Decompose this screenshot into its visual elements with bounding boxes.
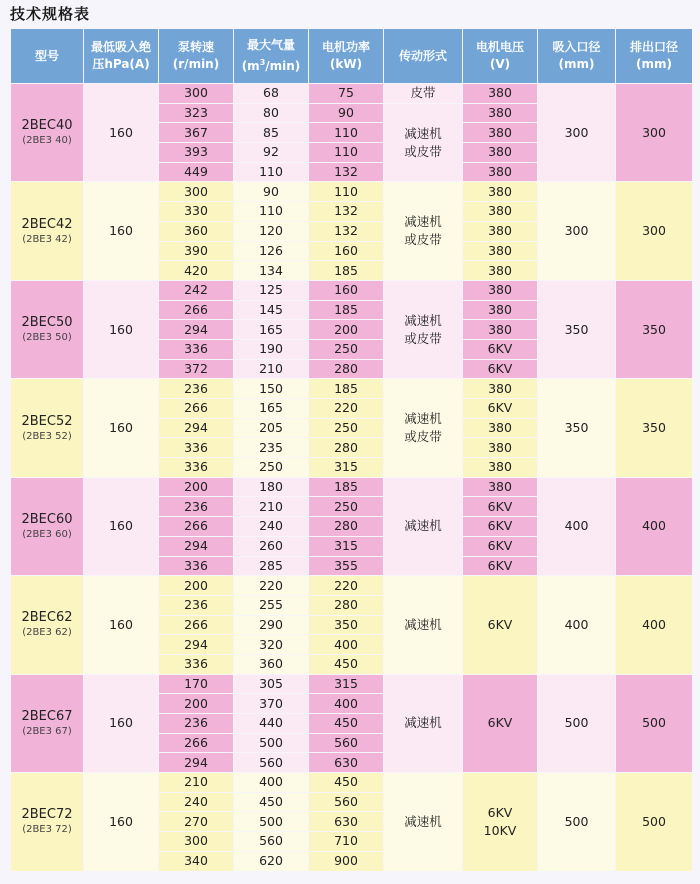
power-cell: 110 (309, 143, 384, 163)
speed-cell: 323 (159, 103, 234, 123)
outlet-cell: 350 (616, 280, 693, 378)
model-name: 2BEC52 (21, 413, 73, 429)
transmission-cell: 减速机 (384, 477, 463, 575)
spec-body (11, 84, 693, 872)
model-name: 2BEC72 (21, 807, 73, 823)
speed-cell: 294 (159, 635, 234, 655)
power-cell: 450 (309, 654, 384, 674)
page-title: 技术规格表 (10, 5, 91, 23)
flow-cell: 305 (234, 674, 309, 694)
power-cell: 450 (309, 714, 384, 734)
speed-cell: 294 (159, 320, 234, 340)
outlet-cell: 300 (616, 182, 693, 280)
flow-cell: 90 (234, 182, 309, 202)
header-power: 电机功率 (kW) (309, 29, 384, 84)
flow-cell: 290 (234, 615, 309, 635)
flow-cell: 360 (234, 654, 309, 674)
flow-cell: 500 (234, 812, 309, 832)
speed-cell: 294 (159, 536, 234, 556)
voltage-cell: 380 (463, 320, 538, 340)
header-flow: 最大气量 $(m^3/\min)$ (234, 29, 309, 84)
flow-cell: 126 (234, 241, 309, 261)
speed-cell: 200 (159, 477, 234, 497)
power-cell: 450 (309, 773, 384, 793)
power-cell: 400 (309, 694, 384, 714)
transmission-cell: 减速机 或皮带 (384, 280, 463, 378)
speed-cell: 330 (159, 202, 234, 222)
flow-cell: 370 (234, 694, 309, 714)
power-cell: 560 (309, 733, 384, 753)
inlet-cell: 500 (538, 773, 616, 871)
power-cell: 220 (309, 576, 384, 596)
outlet-cell: 500 (616, 674, 693, 772)
transmission-cell: 减速机 或皮带 (384, 182, 463, 280)
speed-cell: 270 (159, 812, 234, 832)
power-cell: 220 (309, 399, 384, 419)
model-alt-name: (2BE3 67) (22, 725, 72, 737)
speed-cell: 340 (159, 851, 234, 871)
model-cell (11, 773, 84, 871)
header-transmission: 传动形式 (384, 29, 463, 84)
transmission-cell: 减速机 或皮带 (384, 103, 463, 182)
voltage-cell: 380 (463, 300, 538, 320)
model-cell (11, 477, 84, 575)
voltage-cell: 380 (463, 280, 538, 300)
speed-cell: 336 (159, 438, 234, 458)
header-model: 型号 (11, 29, 84, 84)
model-alt-name: (2BE3 72) (22, 824, 72, 836)
flow-cell: 285 (234, 556, 309, 576)
model-cell (11, 182, 84, 280)
power-cell: 132 (309, 221, 384, 241)
power-cell: 630 (309, 753, 384, 773)
power-cell: 280 (309, 359, 384, 379)
model-name: 2BEC67 (21, 708, 73, 724)
model-cell (11, 280, 84, 378)
model-alt-name: (2BE3 60) (22, 528, 72, 540)
voltage-cell: 380 (463, 241, 538, 261)
speed-cell: 360 (159, 221, 234, 241)
power-cell: 280 (309, 595, 384, 615)
flow-cell: 150 (234, 379, 309, 399)
table-row (11, 477, 693, 497)
power-cell: 200 (309, 320, 384, 340)
power-cell: 710 (309, 832, 384, 852)
inlet-cell: 300 (538, 182, 616, 280)
speed-cell: 449 (159, 162, 234, 182)
table-row (11, 674, 693, 694)
speed-cell: 266 (159, 733, 234, 753)
transmission-cell: 减速机 (384, 576, 463, 674)
flow-cell: 180 (234, 477, 309, 497)
flow-cell: 210 (234, 359, 309, 379)
power-cell: 400 (309, 635, 384, 655)
power-cell: 560 (309, 792, 384, 812)
speed-cell: 236 (159, 497, 234, 517)
model-cell (11, 84, 84, 182)
flow-cell: 400 (234, 773, 309, 793)
transmission-cell: 减速机 或皮带 (384, 379, 463, 477)
speed-cell: 236 (159, 595, 234, 615)
flow-cell: 320 (234, 635, 309, 655)
speed-cell: 200 (159, 576, 234, 596)
flow-cell: 110 (234, 202, 309, 222)
voltage-cell: 6KV (463, 576, 538, 674)
flow-cell: 240 (234, 517, 309, 537)
speed-cell: 294 (159, 753, 234, 773)
speed-cell: 266 (159, 399, 234, 419)
flow-cell: 260 (234, 536, 309, 556)
flow-cell: 450 (234, 792, 309, 812)
power-cell: 250 (309, 497, 384, 517)
power-cell: 280 (309, 517, 384, 537)
power-cell: 630 (309, 812, 384, 832)
power-cell: 185 (309, 477, 384, 497)
power-cell: 315 (309, 674, 384, 694)
voltage-cell: 380 (463, 261, 538, 281)
speed-cell: 236 (159, 714, 234, 734)
inlet-cell: 350 (538, 379, 616, 477)
outlet-cell: 400 (616, 576, 693, 674)
flow-cell: 110 (234, 162, 309, 182)
voltage-cell: 6KV (463, 497, 538, 517)
voltage-cell: 6KV (463, 536, 538, 556)
inlet-cell: 500 (538, 674, 616, 772)
speed-cell: 367 (159, 123, 234, 143)
power-cell: 132 (309, 162, 384, 182)
voltage-cell: 6KV (463, 674, 538, 772)
flow-cell: 210 (234, 497, 309, 517)
outlet-cell: 400 (616, 477, 693, 575)
pressure-cell: 160 (84, 84, 159, 182)
pressure-cell: 160 (84, 280, 159, 378)
model-name: 2BEC50 (21, 315, 73, 331)
voltage-cell: 380 (463, 84, 538, 104)
flow-cell: 560 (234, 753, 309, 773)
flow-cell: 220 (234, 576, 309, 596)
flow-cell: 560 (234, 832, 309, 852)
voltage-cell: 6KV (463, 517, 538, 537)
speed-cell: 236 (159, 379, 234, 399)
voltage-cell: 380 (463, 202, 538, 222)
power-cell: 160 (309, 241, 384, 261)
pressure-cell: 160 (84, 182, 159, 280)
speed-cell: 210 (159, 773, 234, 793)
table-row (11, 379, 693, 399)
voltage-cell: 6KV (463, 399, 538, 419)
flow-cell: 120 (234, 221, 309, 241)
speed-cell: 372 (159, 359, 234, 379)
power-cell: 185 (309, 261, 384, 281)
flow-cell: 255 (234, 595, 309, 615)
speed-cell: 170 (159, 674, 234, 694)
flow-cell: 145 (234, 300, 309, 320)
speed-cell: 300 (159, 182, 234, 202)
voltage-cell: 380 (463, 221, 538, 241)
flow-cell: 134 (234, 261, 309, 281)
voltage-cell: 380 (463, 182, 538, 202)
speed-cell: 200 (159, 694, 234, 714)
power-cell: 110 (309, 123, 384, 143)
voltage-cell: 380 (463, 438, 538, 458)
pressure-cell: 160 (84, 576, 159, 674)
outlet-cell: 350 (616, 379, 693, 477)
power-cell: 350 (309, 615, 384, 635)
pressure-cell: 160 (84, 477, 159, 575)
header-pressure: 最低吸入绝 压hPa(A) (84, 29, 159, 84)
flow-cell: 165 (234, 320, 309, 340)
speed-cell: 300 (159, 84, 234, 104)
model-alt-name: (2BE3 62) (22, 627, 72, 639)
header-voltage: 电机电压 (V) (463, 29, 538, 84)
speed-cell: 294 (159, 418, 234, 438)
speed-cell: 336 (159, 339, 234, 359)
speed-cell: 266 (159, 615, 234, 635)
table-row (11, 773, 693, 793)
speed-cell: 393 (159, 143, 234, 163)
model-name: 2BEC62 (21, 610, 73, 626)
flow-cell: 80 (234, 103, 309, 123)
inlet-cell: 350 (538, 280, 616, 378)
speed-cell: 240 (159, 792, 234, 812)
speed-cell: 242 (159, 280, 234, 300)
model-cell (11, 379, 84, 477)
power-cell: 185 (309, 300, 384, 320)
table-row (11, 182, 693, 202)
flow-cell: 500 (234, 733, 309, 753)
power-cell: 75 (309, 84, 384, 104)
voltage-cell: 380 (463, 458, 538, 478)
voltage-cell: 380 (463, 103, 538, 123)
voltage-cell: 380 (463, 123, 538, 143)
model-name: 2BEC40 (21, 118, 73, 134)
model-alt-name: (2BE3 52) (22, 430, 72, 442)
flow-cell: 190 (234, 339, 309, 359)
flow-cell: 205 (234, 418, 309, 438)
table-row (11, 576, 693, 596)
voltage-cell: 380 (463, 143, 538, 163)
power-cell: 110 (309, 182, 384, 202)
voltage-cell: 6KV (463, 339, 538, 359)
voltage-cell: 380 (463, 477, 538, 497)
power-cell: 160 (309, 280, 384, 300)
flow-cell: 85 (234, 123, 309, 143)
pressure-cell: 160 (84, 773, 159, 871)
pressure-cell: 160 (84, 379, 159, 477)
power-cell: 315 (309, 536, 384, 556)
voltage-cell: 380 (463, 418, 538, 438)
power-cell: 900 (309, 851, 384, 871)
inlet-cell: 400 (538, 576, 616, 674)
pressure-cell: 160 (84, 674, 159, 772)
flow-cell: 440 (234, 714, 309, 734)
header-inlet: 吸入口径 (mm) (538, 29, 616, 84)
flow-cell: 92 (234, 143, 309, 163)
voltage-cell: 6KV (463, 359, 538, 379)
speed-cell: 336 (159, 556, 234, 576)
inlet-cell: 300 (538, 84, 616, 182)
inlet-cell: 400 (538, 477, 616, 575)
spec-table (10, 28, 693, 872)
speed-cell: 266 (159, 517, 234, 537)
table-row (11, 280, 693, 300)
power-cell: 185 (309, 379, 384, 399)
model-name: 2BEC42 (21, 216, 73, 232)
outlet-cell: 500 (616, 773, 693, 871)
transmission-cell: 减速机 (384, 773, 463, 871)
flow-cell: 125 (234, 280, 309, 300)
model-alt-name: (2BE3 42) (22, 233, 72, 245)
table-row (11, 84, 693, 104)
transmission-cell: 皮带 (384, 84, 463, 104)
header-outlet: 排出口径 (mm) (616, 29, 693, 84)
power-cell: 280 (309, 438, 384, 458)
speed-cell: 336 (159, 458, 234, 478)
power-cell: 250 (309, 339, 384, 359)
model-cell (11, 674, 84, 772)
model-alt-name: (2BE3 50) (22, 332, 72, 344)
voltage-cell: 6KV 10KV (463, 773, 538, 871)
power-cell: 250 (309, 418, 384, 438)
power-cell: 315 (309, 458, 384, 478)
power-cell: 132 (309, 202, 384, 222)
voltage-cell: 6KV (463, 556, 538, 576)
speed-cell: 390 (159, 241, 234, 261)
voltage-cell: 380 (463, 379, 538, 399)
model-alt-name: (2BE3 40) (22, 135, 72, 147)
speed-cell: 266 (159, 300, 234, 320)
model-cell (11, 576, 84, 674)
speed-cell: 300 (159, 832, 234, 852)
outlet-cell: 300 (616, 84, 693, 182)
header-flow-unit: $(m^3/\min)$ (241, 58, 301, 73)
transmission-cell: 减速机 (384, 674, 463, 772)
flow-cell: 165 (234, 399, 309, 419)
header-row (11, 29, 693, 84)
model-name: 2BEC60 (21, 511, 73, 527)
power-cell: 90 (309, 103, 384, 123)
power-cell: 355 (309, 556, 384, 576)
speed-cell: 420 (159, 261, 234, 281)
voltage-cell: 380 (463, 162, 538, 182)
header-speed: 泵转速 (r/min) (159, 29, 234, 84)
flow-cell: 250 (234, 458, 309, 478)
flow-cell: 620 (234, 851, 309, 871)
speed-cell: 336 (159, 654, 234, 674)
flow-cell: 235 (234, 438, 309, 458)
flow-cell: 68 (234, 84, 309, 104)
